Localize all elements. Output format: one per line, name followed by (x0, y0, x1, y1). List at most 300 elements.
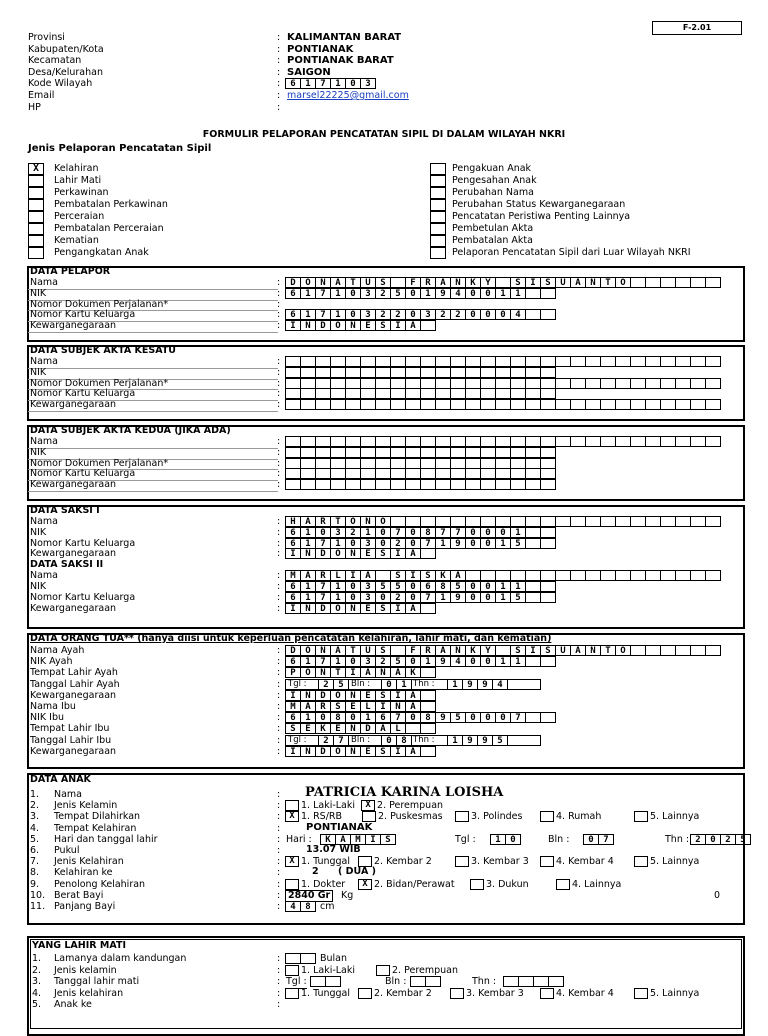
character-cell[interactable] (548, 976, 564, 987)
character-cell[interactable]: R (420, 645, 436, 656)
character-cell[interactable] (300, 399, 316, 410)
character-cell[interactable] (570, 570, 586, 581)
character-cell[interactable]: S (375, 690, 391, 701)
character-cell[interactable]: A (300, 701, 316, 712)
character-cell[interactable] (615, 399, 631, 410)
jenis-checkbox[interactable] (430, 175, 446, 187)
character-cell[interactable]: 6 (285, 527, 301, 538)
character-cell[interactable] (660, 399, 676, 410)
character-cell[interactable]: 0 (315, 527, 331, 538)
character-cell[interactable]: T (330, 667, 346, 678)
character-cell[interactable]: 3 (360, 656, 376, 667)
character-cell[interactable] (465, 367, 481, 378)
character-cell[interactable] (555, 356, 571, 367)
character-cell[interactable]: L (390, 723, 406, 734)
character-cell[interactable] (675, 436, 691, 447)
character-cell[interactable] (420, 320, 436, 331)
character-cell[interactable]: I (390, 548, 406, 559)
character-cell[interactable]: 0 (405, 712, 421, 723)
character-cell[interactable] (510, 570, 526, 581)
character-cell[interactable] (525, 447, 541, 458)
character-cell[interactable]: O (300, 645, 316, 656)
character-cell[interactable] (420, 667, 436, 678)
character-cell[interactable]: N (300, 690, 316, 701)
character-cell[interactable] (660, 516, 676, 527)
character-cell[interactable] (300, 388, 316, 399)
character-cell[interactable] (465, 399, 481, 410)
character-cell[interactable] (450, 399, 466, 410)
character-cell[interactable] (525, 570, 541, 581)
character-cell[interactable]: U (360, 277, 376, 288)
character-cell[interactable] (540, 447, 556, 458)
character-cell[interactable] (690, 570, 706, 581)
character-cell[interactable] (325, 976, 341, 987)
jenis-checkbox[interactable] (28, 223, 44, 235)
character-cell[interactable]: 2 (390, 309, 406, 320)
character-cell[interactable] (555, 378, 571, 389)
character-cell[interactable]: N (315, 645, 331, 656)
character-cell[interactable] (345, 479, 361, 490)
character-cell[interactable] (360, 378, 376, 389)
character-cell[interactable]: 3 (360, 288, 376, 299)
character-cell[interactable] (330, 436, 346, 447)
character-cell[interactable] (533, 976, 549, 987)
character-cell[interactable] (285, 367, 301, 378)
character-cell[interactable]: 0 (480, 527, 496, 538)
character-cell[interactable]: 1 (435, 538, 451, 549)
character-cell[interactable]: E (360, 746, 376, 757)
character-cell[interactable] (450, 356, 466, 367)
character-cell[interactable]: I (390, 603, 406, 614)
character-cell[interactable]: S (540, 277, 556, 288)
character-cell[interactable] (300, 479, 316, 490)
character-cell[interactable]: O (615, 277, 631, 288)
character-cell[interactable]: 0 (375, 538, 391, 549)
character-cell[interactable] (330, 378, 346, 389)
character-cell[interactable]: S (420, 570, 436, 581)
character-cell[interactable] (345, 399, 361, 410)
character-cell[interactable] (570, 516, 586, 527)
jenis-checkbox[interactable] (430, 199, 446, 211)
character-cell[interactable] (495, 458, 511, 469)
character-cell[interactable]: 0 (480, 309, 496, 320)
character-cell[interactable]: 4 (510, 309, 526, 320)
character-cell[interactable] (450, 468, 466, 479)
character-cell[interactable] (615, 570, 631, 581)
character-cell[interactable] (405, 723, 421, 734)
character-cell[interactable] (450, 447, 466, 458)
character-cell[interactable]: 0 (705, 834, 721, 845)
character-cell[interactable]: D (285, 645, 301, 656)
character-cell[interactable]: A (330, 645, 346, 656)
character-cell[interactable] (465, 436, 481, 447)
character-cell[interactable]: I (285, 548, 301, 559)
character-cell[interactable]: 0 (465, 581, 481, 592)
character-cell[interactable]: 9 (477, 735, 493, 746)
character-cell[interactable] (540, 712, 556, 723)
character-cell[interactable] (690, 516, 706, 527)
lm-jenis-checkbox[interactable] (285, 988, 299, 999)
character-cell[interactable]: N (345, 603, 361, 614)
character-cell[interactable]: E (360, 690, 376, 701)
character-cell[interactable] (420, 436, 436, 447)
character-cell[interactable] (585, 378, 601, 389)
character-cell[interactable] (675, 399, 691, 410)
character-cell[interactable] (660, 570, 676, 581)
character-cell[interactable] (540, 538, 556, 549)
character-cell[interactable] (525, 538, 541, 549)
character-cell[interactable] (660, 277, 676, 288)
character-cell[interactable]: 3 (360, 309, 376, 320)
character-cell[interactable] (675, 277, 691, 288)
character-cell[interactable]: 1 (330, 78, 346, 89)
character-cell[interactable]: 1 (300, 309, 316, 320)
character-cell[interactable]: 1 (330, 538, 346, 549)
character-cell[interactable] (615, 378, 631, 389)
character-cell[interactable] (465, 378, 481, 389)
character-cell[interactable]: 3 (420, 309, 436, 320)
character-cell[interactable]: 0 (405, 538, 421, 549)
character-cell[interactable] (405, 436, 421, 447)
character-cell[interactable] (435, 447, 451, 458)
character-cell[interactable] (525, 436, 541, 447)
character-cell[interactable] (465, 356, 481, 367)
character-cell[interactable] (390, 516, 406, 527)
character-cell[interactable]: N (345, 320, 361, 331)
character-cell[interactable] (435, 367, 451, 378)
character-cell[interactable] (450, 516, 466, 527)
character-cell[interactable] (420, 378, 436, 389)
character-cell[interactable]: 0 (465, 712, 481, 723)
character-cell[interactable] (435, 399, 451, 410)
jenis-checkbox[interactable] (430, 247, 446, 259)
jenis-checkbox[interactable] (28, 235, 44, 247)
character-cell[interactable] (540, 527, 556, 538)
penolong-checkbox[interactable]: X (358, 879, 372, 890)
character-cell[interactable] (518, 976, 534, 987)
character-cell[interactable] (360, 458, 376, 469)
character-cell[interactable] (645, 516, 661, 527)
character-cell[interactable]: A (390, 667, 406, 678)
character-cell[interactable] (420, 367, 436, 378)
character-cell[interactable] (630, 399, 646, 410)
character-cell[interactable] (435, 378, 451, 389)
jenis-checkbox[interactable] (430, 211, 446, 223)
character-cell[interactable]: 7 (315, 656, 331, 667)
character-cell[interactable]: N (345, 690, 361, 701)
character-cell[interactable] (330, 468, 346, 479)
character-cell[interactable]: D (315, 548, 331, 559)
character-cell[interactable]: 3 (360, 78, 376, 89)
character-cell[interactable]: 2 (720, 834, 736, 845)
character-cell[interactable] (705, 356, 721, 367)
character-cell[interactable] (390, 447, 406, 458)
character-cell[interactable] (525, 479, 541, 490)
character-cell[interactable] (510, 458, 526, 469)
character-cell[interactable]: 5 (390, 288, 406, 299)
character-cell[interactable]: 1 (300, 78, 316, 89)
character-cell[interactable] (420, 701, 436, 712)
character-cell[interactable]: E (360, 320, 376, 331)
character-cell[interactable]: 0 (345, 656, 361, 667)
character-cell[interactable]: 8 (330, 712, 346, 723)
character-cell[interactable] (405, 458, 421, 469)
character-cell[interactable]: E (330, 723, 346, 734)
character-cell[interactable]: S (540, 645, 556, 656)
character-cell[interactable]: 2 (435, 309, 451, 320)
character-cell[interactable]: U (555, 645, 571, 656)
character-cell[interactable] (480, 468, 496, 479)
character-cell[interactable]: Y (480, 277, 496, 288)
character-cell[interactable] (330, 356, 346, 367)
character-cell[interactable]: 1 (330, 581, 346, 592)
character-cell[interactable]: S (510, 277, 526, 288)
character-cell[interactable]: S (390, 570, 406, 581)
character-cell[interactable]: 3 (330, 527, 346, 538)
character-cell[interactable] (285, 447, 301, 458)
tempat-checkbox[interactable] (455, 811, 469, 822)
character-cell[interactable]: I (345, 667, 361, 678)
character-cell[interactable] (495, 277, 511, 288)
character-cell[interactable]: 1 (495, 592, 511, 603)
character-cell[interactable] (540, 468, 556, 479)
character-cell[interactable] (690, 399, 706, 410)
character-cell[interactable] (285, 378, 301, 389)
character-cell[interactable] (420, 479, 436, 490)
character-cell[interactable]: 1 (300, 656, 316, 667)
character-cell[interactable] (630, 436, 646, 447)
character-cell[interactable]: 7 (420, 592, 436, 603)
character-cell[interactable]: I (405, 570, 421, 581)
character-cell[interactable] (420, 447, 436, 458)
character-cell[interactable]: 1 (495, 656, 511, 667)
character-cell[interactable] (300, 953, 316, 964)
character-cell[interactable] (375, 399, 391, 410)
lm-jenis-checkbox[interactable] (358, 988, 372, 999)
character-cell[interactable] (390, 399, 406, 410)
character-cell[interactable] (315, 388, 331, 399)
character-cell[interactable]: 5 (375, 581, 391, 592)
character-cell[interactable] (315, 468, 331, 479)
character-cell[interactable] (600, 516, 616, 527)
character-cell[interactable] (285, 468, 301, 479)
character-cell[interactable]: I (525, 277, 541, 288)
character-cell[interactable]: 5 (390, 581, 406, 592)
character-cell[interactable]: S (375, 746, 391, 757)
character-cell[interactable] (480, 356, 496, 367)
character-cell[interactable]: 1 (435, 592, 451, 603)
character-cell[interactable]: A (405, 746, 421, 757)
character-cell[interactable] (435, 516, 451, 527)
character-cell[interactable] (480, 388, 496, 399)
character-cell[interactable]: N (300, 746, 316, 757)
character-cell[interactable] (645, 277, 661, 288)
character-cell[interactable] (435, 458, 451, 469)
character-cell[interactable]: N (300, 320, 316, 331)
character-cell[interactable] (420, 723, 436, 734)
character-cell[interactable] (375, 378, 391, 389)
character-cell[interactable] (525, 656, 541, 667)
character-cell[interactable]: 9 (450, 538, 466, 549)
character-cell[interactable]: 1 (495, 581, 511, 592)
character-cell[interactable]: I (375, 701, 391, 712)
character-cell[interactable] (660, 378, 676, 389)
lm-jk-checkbox[interactable] (285, 965, 299, 976)
character-cell[interactable]: E (360, 603, 376, 614)
character-cell[interactable]: I (390, 746, 406, 757)
character-cell[interactable] (540, 399, 556, 410)
character-cell[interactable]: 1 (300, 288, 316, 299)
character-cell[interactable]: 3 (360, 581, 376, 592)
jenis-kelahiran-checkbox[interactable] (540, 856, 554, 867)
character-cell[interactable] (375, 356, 391, 367)
character-cell[interactable] (495, 447, 511, 458)
character-cell[interactable]: 1 (495, 538, 511, 549)
character-cell[interactable] (705, 436, 721, 447)
character-cell[interactable] (345, 356, 361, 367)
character-cell[interactable] (450, 378, 466, 389)
character-cell[interactable]: U (555, 277, 571, 288)
character-cell[interactable] (525, 356, 541, 367)
character-cell[interactable]: 0 (465, 538, 481, 549)
character-cell[interactable]: D (315, 320, 331, 331)
character-cell[interactable]: 2 (390, 538, 406, 549)
character-cell[interactable] (525, 367, 541, 378)
character-cell[interactable]: 1 (510, 527, 526, 538)
character-cell[interactable]: 0 (405, 592, 421, 603)
character-cell[interactable]: N (345, 723, 361, 734)
character-cell[interactable] (420, 603, 436, 614)
character-cell[interactable]: L (330, 570, 346, 581)
character-cell[interactable]: M (285, 701, 301, 712)
character-cell[interactable] (285, 356, 301, 367)
character-cell[interactable] (375, 367, 391, 378)
character-cell[interactable]: T (600, 277, 616, 288)
character-cell[interactable] (600, 399, 616, 410)
character-cell[interactable]: 7 (510, 712, 526, 723)
character-cell[interactable] (645, 356, 661, 367)
character-cell[interactable] (525, 527, 541, 538)
character-cell[interactable] (495, 479, 511, 490)
character-cell[interactable] (615, 356, 631, 367)
character-cell[interactable]: S (375, 645, 391, 656)
character-cell[interactable] (705, 645, 721, 656)
character-cell[interactable] (555, 399, 571, 410)
character-cell[interactable]: T (345, 277, 361, 288)
character-cell[interactable] (315, 378, 331, 389)
character-cell[interactable]: 6 (285, 656, 301, 667)
character-cell[interactable]: 8 (420, 712, 436, 723)
character-cell[interactable]: 0 (505, 834, 521, 845)
character-cell[interactable]: K (320, 834, 336, 845)
character-cell[interactable] (510, 479, 526, 490)
character-cell[interactable] (420, 458, 436, 469)
character-cell[interactable] (540, 356, 556, 367)
character-cell[interactable] (585, 516, 601, 527)
character-cell[interactable]: O (330, 746, 346, 757)
jenis-checkbox[interactable]: X (28, 163, 44, 175)
character-cell[interactable] (555, 436, 571, 447)
character-cell[interactable]: 7 (420, 538, 436, 549)
character-cell[interactable]: 0 (381, 735, 397, 746)
character-cell[interactable] (300, 468, 316, 479)
character-cell[interactable] (285, 388, 301, 399)
character-cell[interactable] (315, 479, 331, 490)
character-cell[interactable]: Y (480, 645, 496, 656)
character-cell[interactable]: A (300, 516, 316, 527)
character-cell[interactable]: 8 (396, 735, 412, 746)
character-cell[interactable]: 0 (480, 592, 496, 603)
character-cell[interactable]: 1 (510, 288, 526, 299)
character-cell[interactable] (585, 399, 601, 410)
character-cell[interactable] (360, 468, 376, 479)
character-cell[interactable]: A (570, 645, 586, 656)
character-cell[interactable]: D (285, 277, 301, 288)
character-cell[interactable]: 1 (420, 288, 436, 299)
character-cell[interactable] (420, 388, 436, 399)
character-cell[interactable] (503, 976, 519, 987)
character-cell[interactable] (525, 468, 541, 479)
character-cell[interactable] (600, 356, 616, 367)
character-cell[interactable]: 8 (420, 527, 436, 538)
character-cell[interactable] (630, 645, 646, 656)
character-cell[interactable]: N (300, 548, 316, 559)
character-cell[interactable] (585, 356, 601, 367)
character-cell[interactable] (540, 516, 556, 527)
character-cell[interactable]: A (435, 645, 451, 656)
character-cell[interactable] (480, 447, 496, 458)
character-cell[interactable] (375, 388, 391, 399)
character-cell[interactable] (465, 447, 481, 458)
character-cell[interactable] (525, 516, 541, 527)
character-cell[interactable] (570, 356, 586, 367)
character-cell[interactable]: R (315, 701, 331, 712)
character-cell[interactable] (345, 388, 361, 399)
character-cell[interactable] (420, 356, 436, 367)
character-cell[interactable] (630, 570, 646, 581)
character-cell[interactable] (390, 367, 406, 378)
character-cell[interactable]: 0 (405, 288, 421, 299)
character-cell[interactable] (360, 399, 376, 410)
character-cell[interactable]: 0 (495, 712, 511, 723)
character-cell[interactable] (300, 458, 316, 469)
character-cell[interactable]: 2 (450, 309, 466, 320)
character-cell[interactable]: I (345, 570, 361, 581)
character-cell[interactable] (360, 367, 376, 378)
character-cell[interactable] (540, 436, 556, 447)
character-cell[interactable] (495, 367, 511, 378)
character-cell[interactable] (300, 367, 316, 378)
character-cell[interactable]: 0 (375, 527, 391, 538)
character-cell[interactable] (630, 378, 646, 389)
character-cell[interactable] (675, 516, 691, 527)
character-cell[interactable]: 0 (381, 679, 397, 690)
character-cell[interactable]: 2 (345, 527, 361, 538)
character-cell[interactable] (390, 356, 406, 367)
character-cell[interactable] (510, 399, 526, 410)
character-cell[interactable] (345, 378, 361, 389)
character-cell[interactable]: 9 (435, 288, 451, 299)
character-cell[interactable]: D (315, 746, 331, 757)
character-cell[interactable]: 0 (405, 656, 421, 667)
character-cell[interactable]: 1 (510, 581, 526, 592)
character-cell[interactable]: 2 (318, 735, 334, 746)
character-cell[interactable]: 7 (315, 592, 331, 603)
character-cell[interactable] (480, 399, 496, 410)
character-cell[interactable] (405, 447, 421, 458)
character-cell[interactable] (540, 581, 556, 592)
character-cell[interactable] (495, 516, 511, 527)
